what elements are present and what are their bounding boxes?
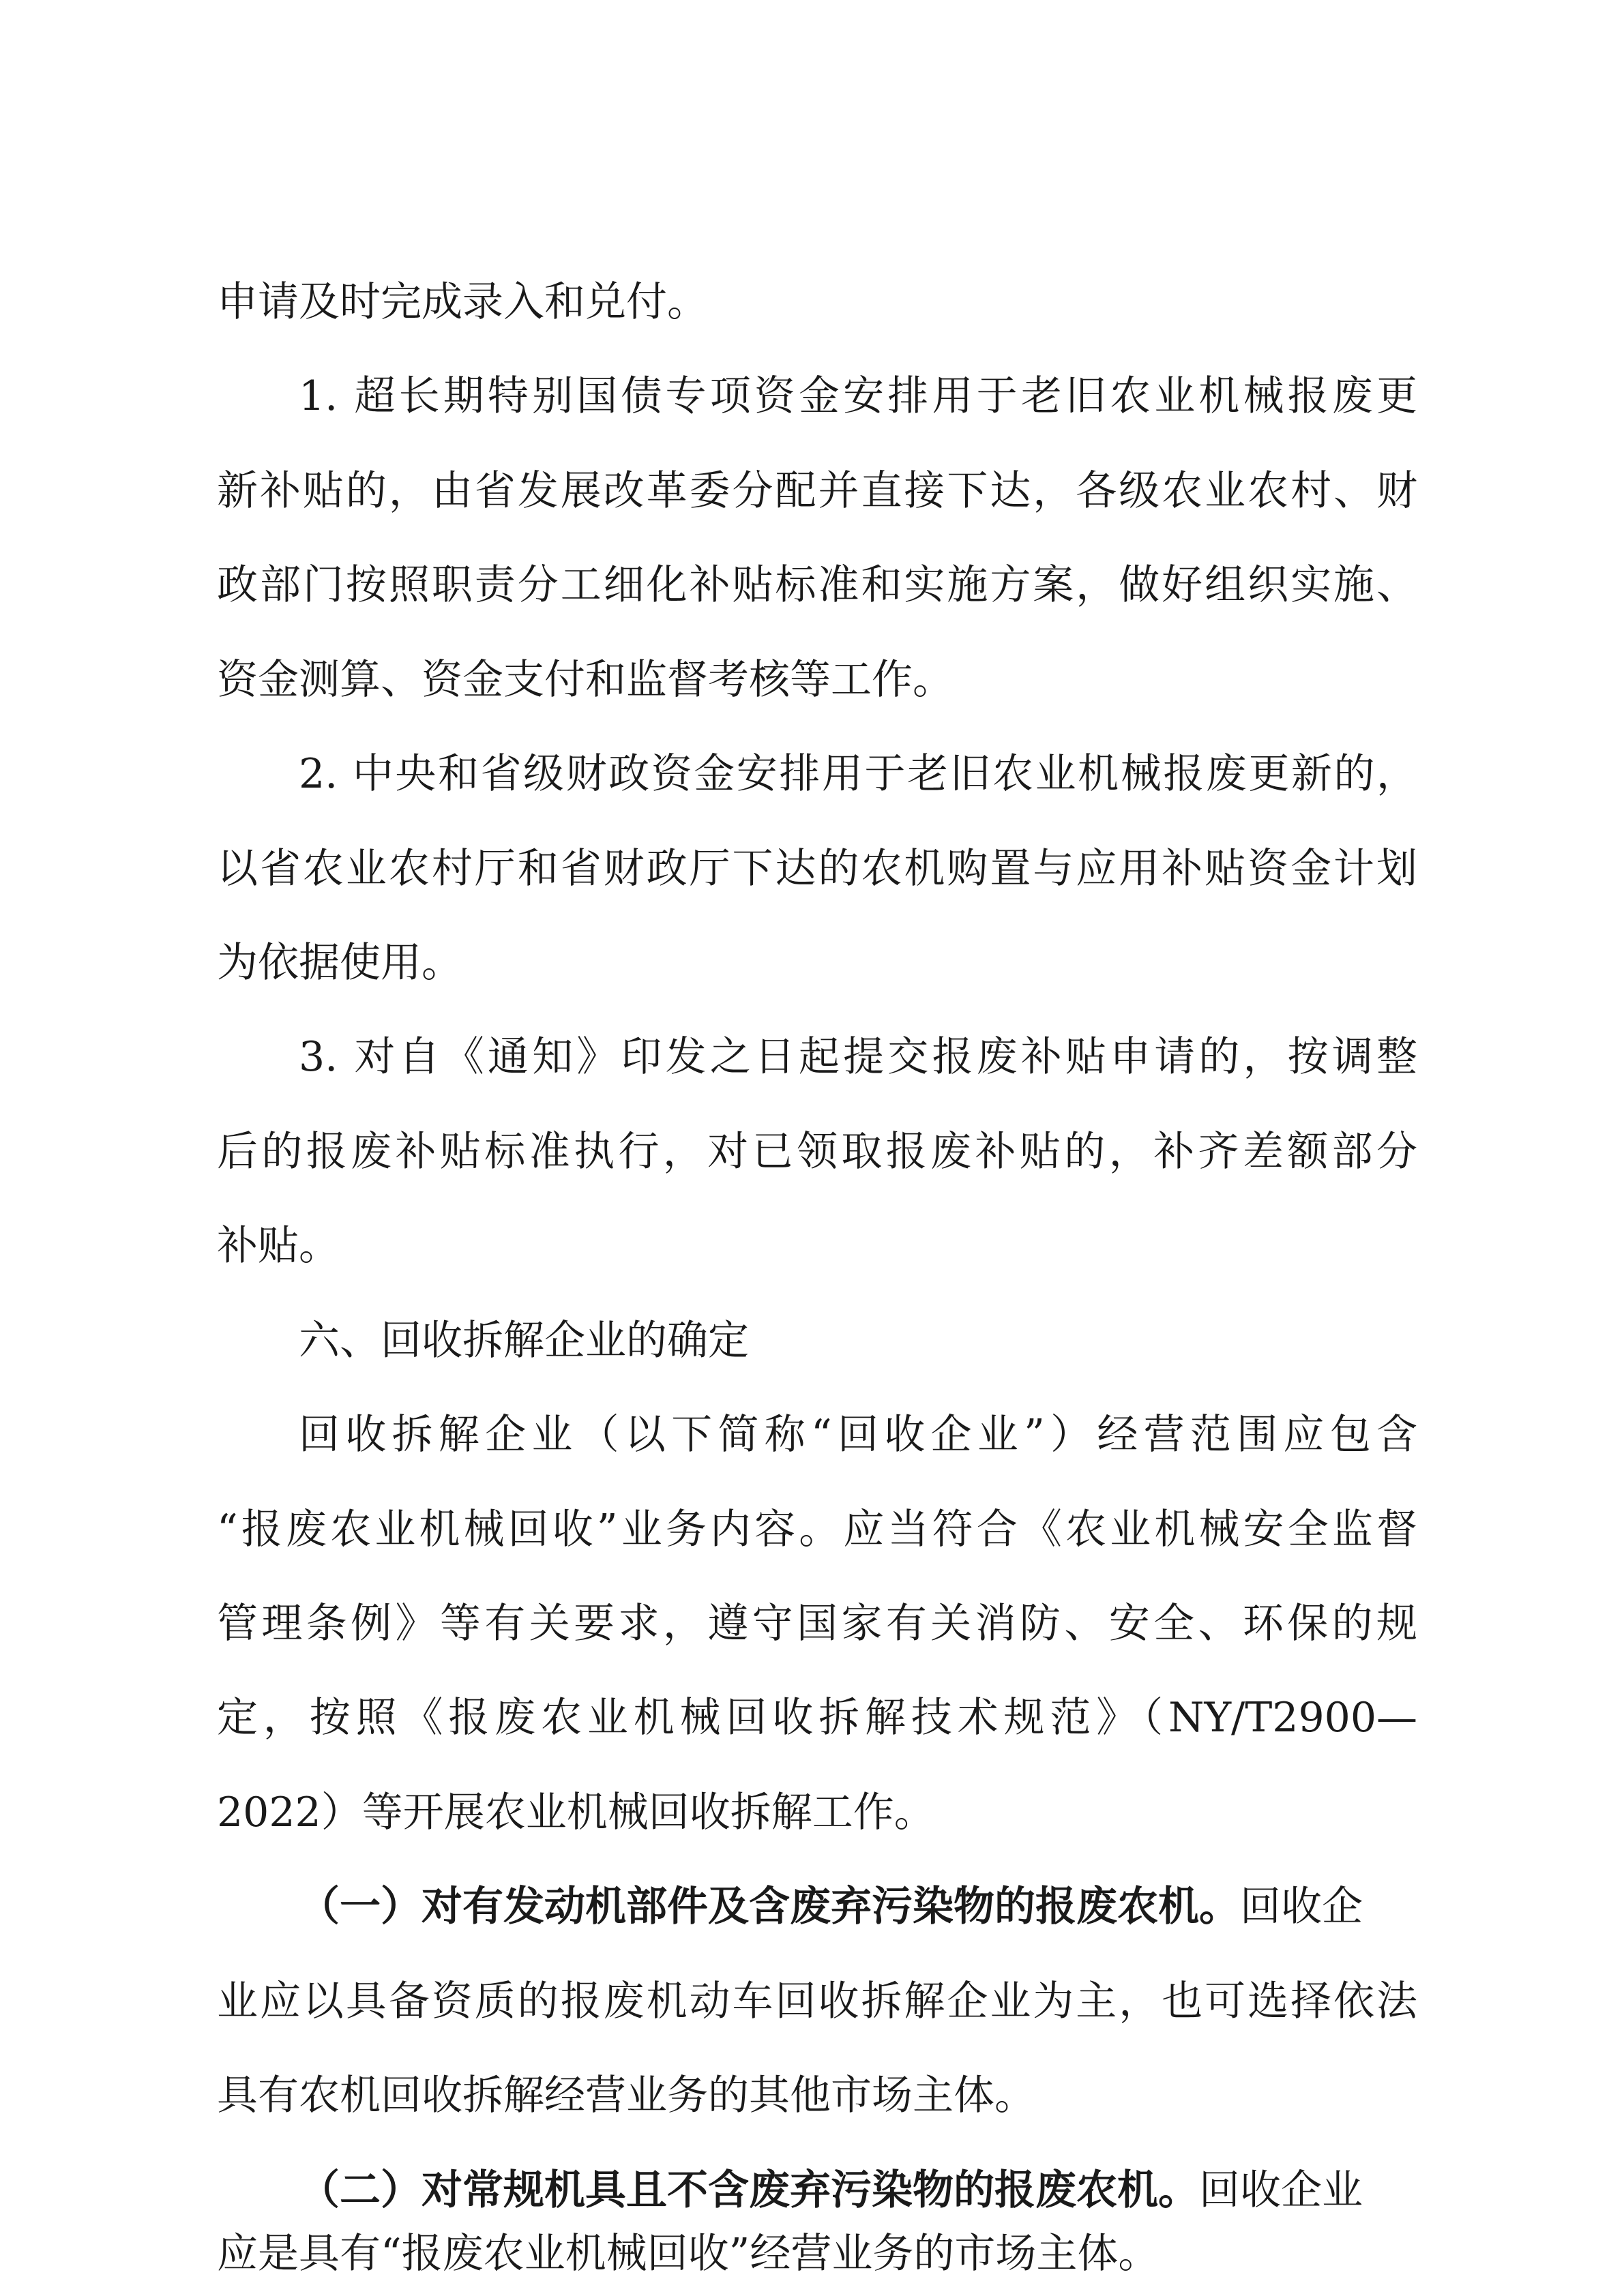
paragraph-line: 为依据使用。	[217, 939, 462, 987]
paragraph-line: 补贴。	[217, 1222, 340, 1270]
paragraph-line: 1. 超长期特别国债专项资金安排用于老旧农业机械报废更	[299, 372, 1417, 420]
line-continuation: 回收企	[1240, 1883, 1363, 1930]
paragraph-line: 2. 中央和省级财政资金安排用于老旧农业机械报废更新的，	[299, 750, 1417, 798]
bold-lead-text: （二）对常规机具且不含废弃污染物的报废农机。	[299, 2166, 1199, 2214]
paragraph-line: 回收拆解企业（以下简称“回收企业”）经营范围应包含	[299, 1411, 1417, 1459]
paragraph-line-with-bold-lead	[299, 2160, 1417, 2221]
paragraph-line: 3. 对自《通知》印发之日起提交报废补贴申请的，按调整	[299, 1033, 1417, 1081]
paragraph-line-with-bold-lead	[299, 1876, 1417, 1937]
paragraph-line: 以省农业农村厅和省财政厅下达的农机购置与应用补贴资金计划	[217, 845, 1417, 893]
paragraph-line: 管理条例》等有关要求，遵守国家有关消防、安全、环保的规	[217, 1600, 1417, 1648]
paragraph-line: 定，按照《报废农业机械回收拆解技术规范》（NY/T2900—	[217, 1694, 1417, 1742]
paragraph-line: “报废农业机械回收”业务内容。应当符合《农业机械安全监督	[217, 1506, 1417, 1553]
paragraph-line: 具有农机回收拆解经营业务的其他市场主体。	[217, 2072, 1035, 2119]
paragraph-line: 申请及时完成录入和兑付。	[217, 278, 708, 326]
paragraph-line: 资金测算、资金支付和监督考核等工作。	[217, 656, 954, 704]
section-heading: 六、回收拆解企业的确定	[299, 1317, 749, 1365]
paragraph-line: 2022）等开展农业机械回收拆解工作。	[217, 1789, 935, 1836]
paragraph-line: 后的报废补贴标准执行，对已领取报废补贴的，补齐差额部分	[217, 1128, 1417, 1176]
paragraph-line: 新补贴的，由省发展改革委分配并直接下达，各级农业农村、财	[217, 467, 1417, 515]
paragraph-line: 业应以具备资质的报废机动车回收拆解企业为主，也可选择依法	[217, 1978, 1417, 2025]
paragraph-line: 政部门按照职责分工细化补贴标准和实施方案，做好组织实施、	[217, 561, 1417, 609]
paragraph-line: 应是具有“报废农业机械回收”经营业务的市场主体。	[217, 2230, 1160, 2278]
bold-lead-text: （一）对有发动机部件及含废弃污染物的报废农机。	[299, 1883, 1240, 1930]
line-continuation: 回收企业	[1199, 2166, 1363, 2214]
